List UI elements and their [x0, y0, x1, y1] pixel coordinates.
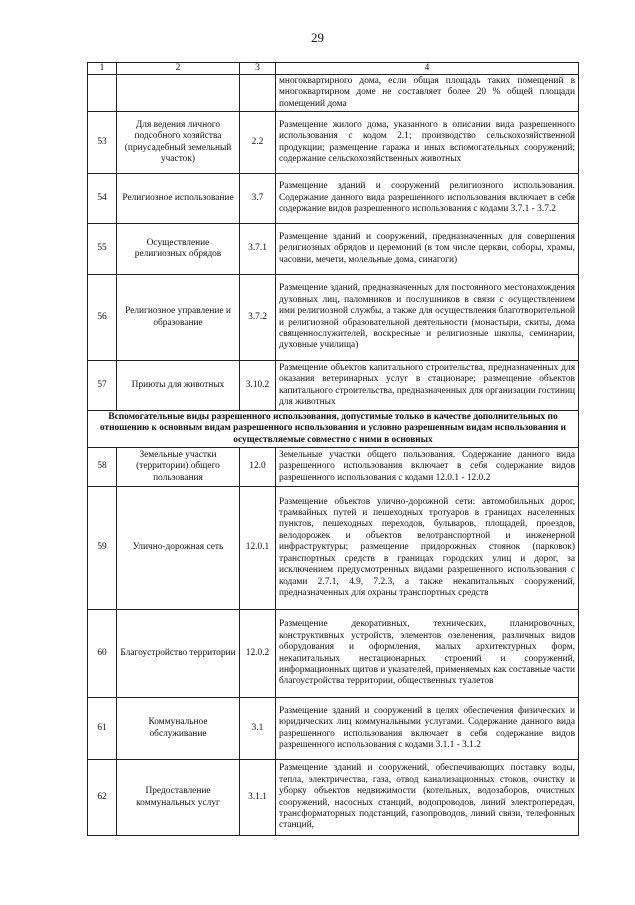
row-number: 62 [88, 760, 117, 836]
header-col-1: 1 [88, 63, 117, 75]
row-description: Размещение зданий и сооружений в целях обеспечения физических и юридических лиц коммунальными услугами. Содержание данного вида разрешенного использования включает в себя содержание видов разрешенного использования с кодами 3.1.1 - 3.1.2 [276, 698, 579, 760]
row-code: 3.1 [240, 698, 276, 760]
row-description: Размещение зданий и сооружений, предназначенных для совершения религиозных обрядов и церемоний (в том числе церкви, соборы, храмы, часовни, мечети, молельные дома, синагоги) [276, 224, 579, 275]
table-row [88, 275, 579, 361]
row-code: 3.7.2 [240, 275, 276, 361]
row-code: 3.1.1 [240, 760, 276, 836]
row-code: 3.7.1 [240, 224, 276, 275]
row-code: 12.0 [240, 448, 276, 487]
continuation-num [88, 75, 117, 112]
table-row [88, 760, 579, 836]
row-name: Земельные участки (территории) общего пользования [117, 448, 240, 487]
row-number: 58 [88, 448, 117, 487]
continuation-code [240, 75, 276, 112]
continuation-name [117, 75, 240, 112]
section-heading-row [88, 411, 579, 448]
row-number: 54 [88, 174, 117, 224]
row-name: Улично-дорожная сеть [117, 487, 240, 610]
section-heading: Вспомогательные виды разрешенного использования, допустимые только в качестве дополнительных по отношению к основным видам разрешенного использования и условно разрешенным видам использования и осуществляемые совместно с ними в основных [88, 411, 579, 448]
row-number: 53 [88, 112, 117, 174]
header-col-4: 4 [276, 63, 579, 75]
page-number: 29 [311, 30, 324, 45]
row-name: Религиозное использование [117, 174, 240, 224]
row-description: Размещение объектов улично-дорожной сети: автомобильных дорог, трамвайных путей и пешеходных тротуаров в границах населенных пунктов, пешеходных переходов, бульваров, площадей, проездов, велодорожек и объектов велотранспортной и инженерной инфраструктуры; размещение придорожных стоянок (парковок) транспортных средств в границах городских улиц и дорог, за исключением предусмотренных видами разрешенного использования с кодами 2.7.1, 4.9, 7.2.3, а также некапитальных сооружений, предназначенных для охраны транспортных средств [276, 487, 579, 610]
row-name: Благоустройство территории [117, 610, 240, 698]
row-name: Осуществление религиозных обрядов [117, 224, 240, 275]
row-description: Размещение жилого дома, указанного в описании вида разрешенного использования с кодом 2.1; производство сельскохозяйственной продукции; размещение гаража и иных вспомогательных сооружений; содержание сельскохозяйственных животных [276, 112, 579, 174]
row-number: 59 [88, 487, 117, 610]
row-code: 2.2 [240, 112, 276, 174]
row-code: 12.0.1 [240, 487, 276, 610]
table-row [88, 174, 579, 224]
table-row [88, 448, 579, 487]
table-row [88, 361, 579, 411]
row-description: Размещение объектов капитального строительства, предназначенных для оказания ветеринарных услуг в стационаре; размещение объектов капитального строительства, предназначенных для организации гостиниц для животных [276, 361, 579, 411]
row-code: 12.0.2 [240, 610, 276, 698]
row-number: 60 [88, 610, 117, 698]
row-number: 57 [88, 361, 117, 411]
table-row [88, 487, 579, 610]
row-name: Приюты для животных [117, 361, 240, 411]
header-col-3: 3 [240, 63, 276, 75]
table-row [88, 610, 579, 698]
row-code: 3.7 [240, 174, 276, 224]
header-col-2: 2 [117, 63, 240, 75]
continuation-row [88, 75, 579, 112]
table-header-row [88, 63, 579, 75]
row-name: Для ведения личного подсобного хозяйства (приусадебный земельный участок) [117, 112, 240, 174]
table-row [88, 112, 579, 174]
row-description: Размещение зданий и сооружений, обеспечивающих поставку воды, тепла, электричества, газа, отвод канализационных стоков, очистку и уборку объектов недвижимости (котельных, водозаборов, очистных сооружений, насосных станций, водопроводов, линий электропередач, трансформаторных подстанций, газопроводов, линий связи, телефонных станций, [276, 760, 579, 836]
row-name: Коммунальное обслуживание [117, 698, 240, 760]
row-description: Размещение зданий и сооружений религиозного использования. Содержание данного вида разрешенного использования включает в себя содержание видов разрешенного использования с кодами 3.7.1 - 3.7.2 [276, 174, 579, 224]
land-use-table [87, 62, 579, 836]
table-row [88, 224, 579, 275]
row-description: Размещение зданий, предназначенных для постоянного местонахождения духовных лиц, паломников и послушников в связи с осуществлением ими религиозной службы, а также для осуществления благотворительной и религиозной образовательной деятельности (монастыри, скиты, дома священнослужителей, воскресные и религиозные школы, семинарии, духовные училища) [276, 275, 579, 361]
table-row [88, 698, 579, 760]
row-number: 61 [88, 698, 117, 760]
row-name: Религиозное управление и образование [117, 275, 240, 361]
row-name: Предоставление коммунальных услуг [117, 760, 240, 836]
continuation-desc: многоквартирного дома, если общая площадь таких помещений в многоквартирном доме не составляет более 20 % общей площади помещений дома [276, 75, 579, 112]
row-description: Размещение декоративных, технических, планировочных, конструктивных устройств, элементов озеленения, различных видов оборудования и оформления, малых архитектурных форм, некапитальных нестационарных строений и сооружений, информационных щитов и указателей, применяемых как составные части благоустройства территории, общественных туалетов [276, 610, 579, 698]
row-number: 55 [88, 224, 117, 275]
row-description: Земельные участки общего пользования. Содержание данного вида разрешенного использования включает в себя содержание видов разрешенного использования с кодами 12.0.1 - 12.0.2 [276, 448, 579, 487]
row-number: 56 [88, 275, 117, 361]
row-code: 3.10.2 [240, 361, 276, 411]
